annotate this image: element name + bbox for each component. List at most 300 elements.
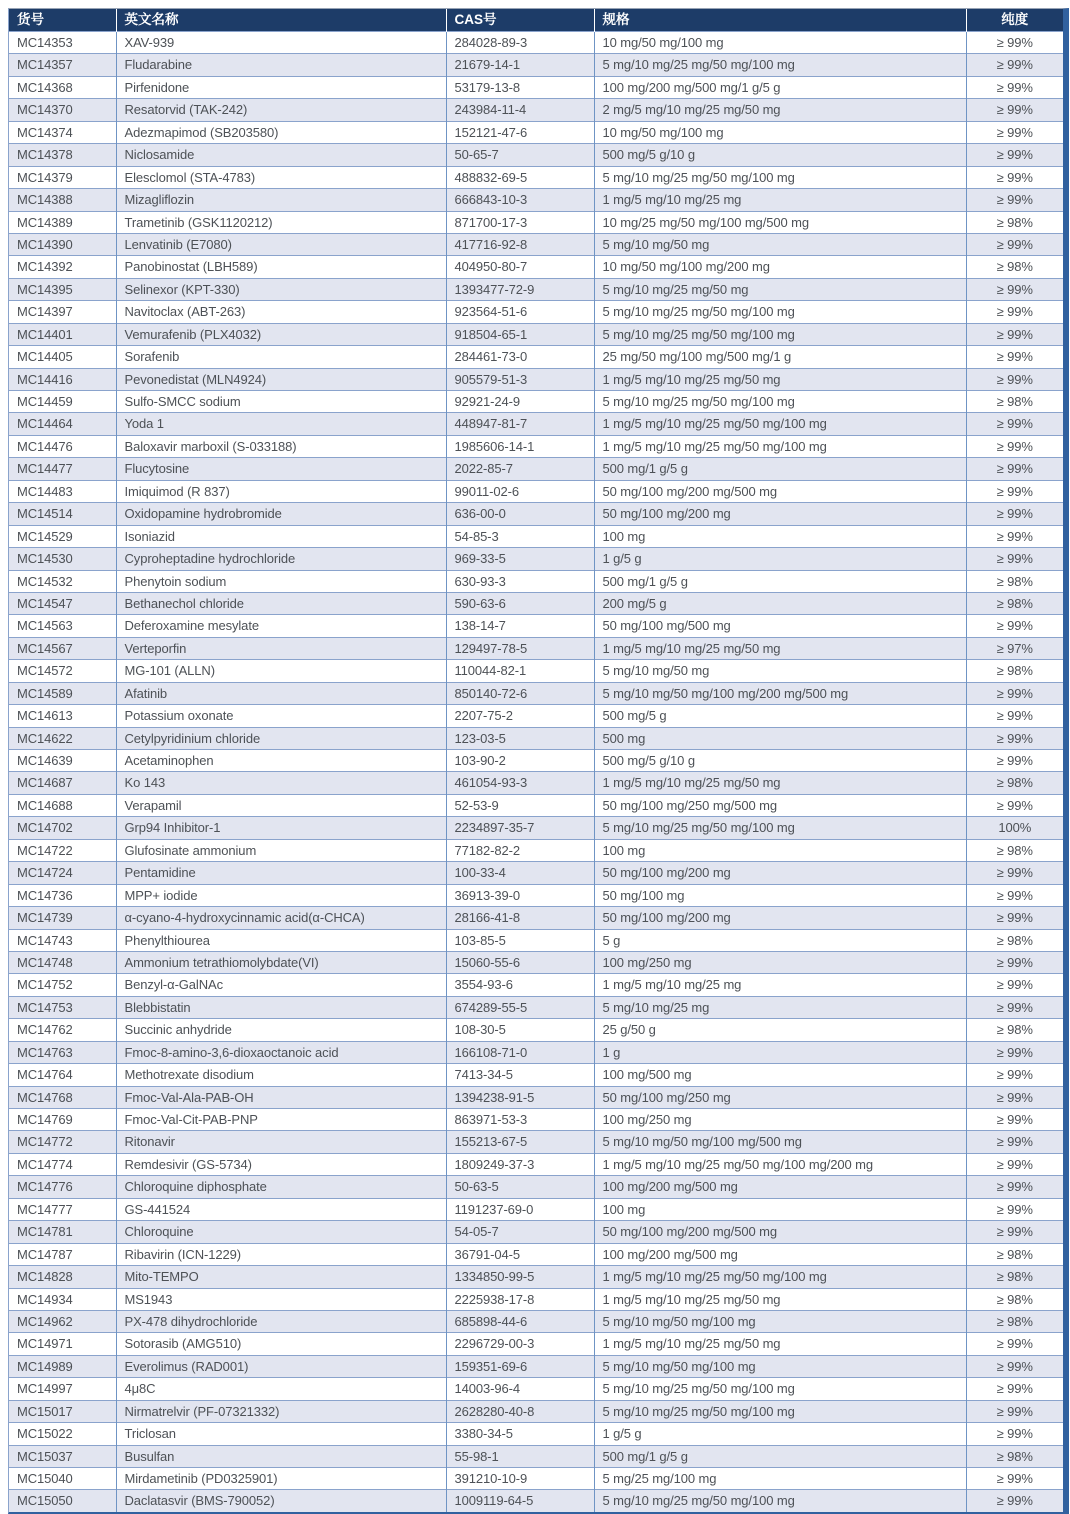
cell-item-no: MC14722 [9, 839, 116, 861]
cell-item-no: MC14405 [9, 346, 116, 368]
cell-spec: 10 mg/25 mg/50 mg/100 mg/500 mg [594, 211, 966, 233]
cell-english-name: Cyproheptadine hydrochloride [116, 548, 446, 570]
cell-purity: ≥ 99% [966, 1355, 1063, 1377]
cell-spec: 5 mg/10 mg/25 mg [594, 996, 966, 1018]
cell-english-name: Fludarabine [116, 54, 446, 76]
cell-item-no: MC14353 [9, 32, 116, 54]
cell-spec: 50 mg/100 mg/500 mg [594, 615, 966, 637]
cell-item-no: MC14589 [9, 682, 116, 704]
cell-purity: ≥ 98% [966, 1243, 1063, 1265]
cell-spec: 5 mg/10 mg/25 mg/50 mg/100 mg [594, 391, 966, 413]
cell-purity: ≥ 99% [966, 458, 1063, 480]
table-row [9, 1355, 1063, 1377]
cell-item-no: MC14776 [9, 1176, 116, 1198]
cell-spec: 100 mg [594, 839, 966, 861]
table-row [9, 1490, 1063, 1512]
table-row [9, 54, 1063, 76]
cell-english-name: Pevonedistat (MLN4924) [116, 368, 446, 390]
cell-spec: 10 mg/50 mg/100 mg [594, 32, 966, 54]
cell-english-name: Blebbistatin [116, 996, 446, 1018]
cell-purity: ≥ 99% [966, 1064, 1063, 1086]
cell-spec: 5 mg/10 mg/25 mg/50 mg/100 mg [594, 301, 966, 323]
cell-cas-no: 1009119-64-5 [446, 1490, 594, 1512]
table-row [9, 144, 1063, 166]
cell-english-name: Niclosamide [116, 144, 446, 166]
cell-purity: ≥ 98% [966, 1019, 1063, 1041]
cell-item-no: MC14828 [9, 1266, 116, 1288]
cell-item-no: MC14530 [9, 548, 116, 570]
cell-spec: 50 mg/100 mg/250 mg [594, 1086, 966, 1108]
cell-cas-no: 404950-80-7 [446, 256, 594, 278]
cell-english-name: Yoda 1 [116, 413, 446, 435]
cell-spec: 5 mg/10 mg/25 mg/50 mg/100 mg [594, 817, 966, 839]
cell-item-no: MC14688 [9, 794, 116, 816]
cell-purity: ≥ 99% [966, 121, 1063, 143]
cell-purity: ≥ 99% [966, 323, 1063, 345]
cell-item-no: MC15050 [9, 1490, 116, 1512]
cell-item-no: MC14477 [9, 458, 116, 480]
table-row [9, 929, 1063, 951]
cell-english-name: Verteporfin [116, 637, 446, 659]
cell-spec: 1 g/5 g [594, 548, 966, 570]
cell-item-no: MC15017 [9, 1400, 116, 1422]
table-row [9, 660, 1063, 682]
table-row [9, 301, 1063, 323]
cell-cas-no: 1393477-72-9 [446, 278, 594, 300]
cell-item-no: MC14572 [9, 660, 116, 682]
cell-spec: 50 mg/100 mg/200 mg [594, 907, 966, 929]
table-row [9, 503, 1063, 525]
cell-item-no: MC14459 [9, 391, 116, 413]
cell-purity: ≥ 98% [966, 1310, 1063, 1332]
cell-spec: 5 mg/10 mg/50 mg/100 mg/500 mg [594, 1131, 966, 1153]
cell-purity: ≥ 99% [966, 884, 1063, 906]
cell-cas-no: 108-30-5 [446, 1019, 594, 1041]
cell-purity: ≥ 99% [966, 750, 1063, 772]
cell-english-name: MS1943 [116, 1288, 446, 1310]
cell-purity: ≥ 99% [966, 727, 1063, 749]
cell-item-no: MC15037 [9, 1445, 116, 1467]
cell-english-name: Everolimus (RAD001) [116, 1355, 446, 1377]
cell-cas-no: 674289-55-5 [446, 996, 594, 1018]
cell-cas-no: 110044-82-1 [446, 660, 594, 682]
table-row [9, 862, 1063, 884]
cell-spec: 2 mg/5 mg/10 mg/25 mg/50 mg [594, 99, 966, 121]
cell-english-name: Navitoclax (ABT-263) [116, 301, 446, 323]
cell-cas-no: 923564-51-6 [446, 301, 594, 323]
cell-purity: ≥ 99% [966, 996, 1063, 1018]
table-row [9, 323, 1063, 345]
cell-english-name: Elesclomol (STA-4783) [116, 166, 446, 188]
cell-purity: ≥ 99% [966, 1468, 1063, 1490]
cell-spec: 5 g [594, 929, 966, 951]
cell-item-no: MC14567 [9, 637, 116, 659]
cell-purity: ≥ 98% [966, 391, 1063, 413]
cell-cas-no: 52-53-9 [446, 794, 594, 816]
cell-cas-no: 21679-14-1 [446, 54, 594, 76]
cell-purity: ≥ 98% [966, 1445, 1063, 1467]
cell-spec: 1 mg/5 mg/10 mg/25 mg/50 mg [594, 368, 966, 390]
cell-spec: 10 mg/50 mg/100 mg/200 mg [594, 256, 966, 278]
cell-purity: ≥ 99% [966, 705, 1063, 727]
cell-cas-no: 92921-24-9 [446, 391, 594, 413]
cell-english-name: Mito-TEMPO [116, 1266, 446, 1288]
cell-spec: 1 g [594, 1041, 966, 1063]
cell-english-name: Flucytosine [116, 458, 446, 480]
cell-purity: ≥ 99% [966, 615, 1063, 637]
cell-english-name: Daclatasvir (BMS-790052) [116, 1490, 446, 1512]
cell-spec: 100 mg [594, 1198, 966, 1220]
cell-cas-no: 50-63-5 [446, 1176, 594, 1198]
cell-purity: ≥ 99% [966, 413, 1063, 435]
column-header-english-name: 英文名称 [116, 9, 446, 32]
table-row [9, 1086, 1063, 1108]
cell-cas-no: 666843-10-3 [446, 189, 594, 211]
cell-spec: 100 mg/250 mg [594, 951, 966, 973]
cell-spec: 5 mg/10 mg/50 mg/100 mg/200 mg/500 mg [594, 682, 966, 704]
cell-item-no: MC14753 [9, 996, 116, 1018]
cell-english-name: Potassium oxonate [116, 705, 446, 727]
cell-spec: 500 mg/5 g/10 g [594, 144, 966, 166]
cell-purity: ≥ 99% [966, 32, 1063, 54]
cell-cas-no: 28166-41-8 [446, 907, 594, 929]
cell-purity: ≥ 99% [966, 1041, 1063, 1063]
cell-english-name: Selinexor (KPT-330) [116, 278, 446, 300]
cell-english-name: Phenytoin sodium [116, 570, 446, 592]
header-row [9, 9, 1063, 32]
cell-item-no: MC14370 [9, 99, 116, 121]
cell-cas-no: 417716-92-8 [446, 233, 594, 255]
cell-english-name: Ko 143 [116, 772, 446, 794]
cell-purity: ≥ 99% [966, 368, 1063, 390]
cell-cas-no: 590-63-6 [446, 592, 594, 614]
cell-cas-no: 2628280-40-8 [446, 1400, 594, 1422]
cell-item-no: MC14748 [9, 951, 116, 973]
table-row [9, 637, 1063, 659]
cell-cas-no: 969-33-5 [446, 548, 594, 570]
cell-cas-no: 905579-51-3 [446, 368, 594, 390]
cell-cas-no: 461054-93-3 [446, 772, 594, 794]
cell-english-name: Ribavirin (ICN-1229) [116, 1243, 446, 1265]
cell-cas-no: 284028-89-3 [446, 32, 594, 54]
cell-item-no: MC14639 [9, 750, 116, 772]
cell-purity: ≥ 99% [966, 144, 1063, 166]
cell-english-name: Succinic anhydride [116, 1019, 446, 1041]
cell-item-no: MC14379 [9, 166, 116, 188]
cell-cas-no: 2225938-17-8 [446, 1288, 594, 1310]
cell-item-no: MC14934 [9, 1288, 116, 1310]
cell-item-no: MC14416 [9, 368, 116, 390]
cell-cas-no: 636-00-0 [446, 503, 594, 525]
cell-english-name: Oxidopamine hydrobromide [116, 503, 446, 525]
cell-item-no: MC14702 [9, 817, 116, 839]
cell-spec: 1 mg/5 mg/10 mg/25 mg/50 mg [594, 772, 966, 794]
cell-english-name: Ammonium tetrathiomolybdate(VI) [116, 951, 446, 973]
table-row [9, 391, 1063, 413]
cell-spec: 100 mg/200 mg/500 mg/1 g/5 g [594, 76, 966, 98]
cell-cas-no: 55-98-1 [446, 1445, 594, 1467]
table-body [9, 32, 1063, 1512]
cell-cas-no: 54-85-3 [446, 525, 594, 547]
product-catalog-table [9, 9, 1063, 1512]
cell-spec: 100 mg/250 mg [594, 1109, 966, 1131]
table-row [9, 996, 1063, 1018]
table-row [9, 1176, 1063, 1198]
cell-spec: 1 mg/5 mg/10 mg/25 mg/50 mg [594, 637, 966, 659]
cell-purity: ≥ 99% [966, 862, 1063, 884]
cell-english-name: Trametinib (GSK1120212) [116, 211, 446, 233]
table-row [9, 750, 1063, 772]
cell-spec: 100 mg/500 mg [594, 1064, 966, 1086]
cell-spec: 50 mg/100 mg/200 mg/500 mg [594, 1221, 966, 1243]
cell-purity: ≥ 99% [966, 1109, 1063, 1131]
product-table-container [8, 8, 1069, 1514]
cell-spec: 1 mg/5 mg/10 mg/25 mg/50 mg/100 mg [594, 1266, 966, 1288]
cell-item-no: MC14762 [9, 1019, 116, 1041]
cell-item-no: MC14388 [9, 189, 116, 211]
table-row [9, 121, 1063, 143]
cell-english-name: Nirmatrelvir (PF-07321332) [116, 1400, 446, 1422]
table-row [9, 278, 1063, 300]
cell-spec: 500 mg/5 g/10 g [594, 750, 966, 772]
cell-spec: 100 mg/200 mg/500 mg [594, 1243, 966, 1265]
cell-english-name: Busulfan [116, 1445, 446, 1467]
cell-spec: 5 mg/10 mg/50 mg/100 mg [594, 1310, 966, 1332]
cell-cas-no: 2207-75-2 [446, 705, 594, 727]
cell-item-no: MC14687 [9, 772, 116, 794]
cell-item-no: MC14962 [9, 1310, 116, 1332]
cell-cas-no: 7413-34-5 [446, 1064, 594, 1086]
table-row [9, 480, 1063, 502]
cell-spec: 50 mg/100 mg/200 mg [594, 503, 966, 525]
cell-cas-no: 138-14-7 [446, 615, 594, 637]
cell-purity: ≥ 99% [966, 166, 1063, 188]
table-row [9, 884, 1063, 906]
table-row [9, 705, 1063, 727]
table-row [9, 1423, 1063, 1445]
cell-spec: 50 mg/100 mg/200 mg/500 mg [594, 480, 966, 502]
table-row [9, 1221, 1063, 1243]
cell-purity: ≥ 99% [966, 1400, 1063, 1422]
cell-spec: 5 mg/10 mg/50 mg/100 mg [594, 1355, 966, 1377]
cell-spec: 1 mg/5 mg/10 mg/25 mg/50 mg [594, 1288, 966, 1310]
cell-english-name: Chloroquine diphosphate [116, 1176, 446, 1198]
cell-english-name: Isoniazid [116, 525, 446, 547]
table-row [9, 346, 1063, 368]
cell-purity: ≥ 98% [966, 839, 1063, 861]
cell-spec: 10 mg/50 mg/100 mg [594, 121, 966, 143]
table-row [9, 189, 1063, 211]
cell-english-name: Resatorvid (TAK-242) [116, 99, 446, 121]
cell-purity: ≥ 98% [966, 256, 1063, 278]
cell-item-no: MC14483 [9, 480, 116, 502]
cell-item-no: MC14392 [9, 256, 116, 278]
cell-english-name: Grp94 Inhibitor-1 [116, 817, 446, 839]
table-row [9, 1131, 1063, 1153]
cell-cas-no: 15060-55-6 [446, 951, 594, 973]
cell-item-no: MC15022 [9, 1423, 116, 1445]
cell-purity: ≥ 99% [966, 435, 1063, 457]
table-row [9, 1310, 1063, 1332]
cell-item-no: MC14389 [9, 211, 116, 233]
cell-cas-no: 14003-96-4 [446, 1378, 594, 1400]
table-row [9, 794, 1063, 816]
cell-item-no: MC14390 [9, 233, 116, 255]
cell-purity: ≥ 99% [966, 1176, 1063, 1198]
cell-spec: 50 mg/100 mg [594, 884, 966, 906]
cell-purity: ≥ 98% [966, 211, 1063, 233]
cell-spec: 100 mg/200 mg/500 mg [594, 1176, 966, 1198]
cell-item-no: MC14769 [9, 1109, 116, 1131]
cell-english-name: Lenvatinib (E7080) [116, 233, 446, 255]
table-row [9, 1288, 1063, 1310]
cell-purity: ≥ 99% [966, 503, 1063, 525]
cell-purity: ≥ 99% [966, 189, 1063, 211]
cell-purity: ≥ 99% [966, 525, 1063, 547]
cell-cas-no: 1191237-69-0 [446, 1198, 594, 1220]
cell-item-no: MC14622 [9, 727, 116, 749]
cell-cas-no: 1985606-14-1 [446, 435, 594, 457]
cell-item-no: MC14736 [9, 884, 116, 906]
cell-cas-no: 1809249-37-3 [446, 1153, 594, 1175]
cell-english-name: Bethanechol chloride [116, 592, 446, 614]
cell-spec: 500 mg [594, 727, 966, 749]
cell-cas-no: 2022-85-7 [446, 458, 594, 480]
cell-english-name: Fmoc-Val-Cit-PAB-PNP [116, 1109, 446, 1131]
table-row [9, 951, 1063, 973]
cell-purity: ≥ 99% [966, 278, 1063, 300]
cell-english-name: Sorafenib [116, 346, 446, 368]
cell-spec: 25 g/50 g [594, 1019, 966, 1041]
cell-item-no: MC14787 [9, 1243, 116, 1265]
cell-cas-no: 152121-47-6 [446, 121, 594, 143]
cell-item-no: MC14357 [9, 54, 116, 76]
cell-spec: 500 mg/1 g/5 g [594, 1445, 966, 1467]
cell-cas-no: 123-03-5 [446, 727, 594, 749]
cell-english-name: Deferoxamine mesylate [116, 615, 446, 637]
cell-spec: 1 g/5 g [594, 1423, 966, 1445]
cell-item-no: MC15040 [9, 1468, 116, 1490]
cell-purity: ≥ 99% [966, 1423, 1063, 1445]
cell-spec: 5 mg/10 mg/25 mg/50 mg/100 mg [594, 1378, 966, 1400]
cell-english-name: MPP+ iodide [116, 884, 446, 906]
table-row [9, 368, 1063, 390]
cell-item-no: MC14743 [9, 929, 116, 951]
cell-item-no: MC14777 [9, 1198, 116, 1220]
cell-item-no: MC14971 [9, 1333, 116, 1355]
cell-cas-no: 3554-93-6 [446, 974, 594, 996]
cell-english-name: PX-478 dihydrochloride [116, 1310, 446, 1332]
table-row [9, 76, 1063, 98]
table-row [9, 1041, 1063, 1063]
table-row [9, 233, 1063, 255]
table-row [9, 1266, 1063, 1288]
cell-item-no: MC14997 [9, 1378, 116, 1400]
table-row [9, 1243, 1063, 1265]
cell-english-name: Verapamil [116, 794, 446, 816]
table-row [9, 256, 1063, 278]
cell-item-no: MC14532 [9, 570, 116, 592]
cell-english-name: Fmoc-8-amino-3,6-dioxaoctanoic acid [116, 1041, 446, 1063]
table-row [9, 458, 1063, 480]
cell-english-name: GS-441524 [116, 1198, 446, 1220]
cell-item-no: MC14476 [9, 435, 116, 457]
cell-spec: 500 mg/1 g/5 g [594, 458, 966, 480]
table-row [9, 1064, 1063, 1086]
table-row [9, 682, 1063, 704]
cell-english-name: Sulfo-SMCC sodium [116, 391, 446, 413]
cell-cas-no: 448947-81-7 [446, 413, 594, 435]
cell-item-no: MC14724 [9, 862, 116, 884]
cell-spec: 50 mg/100 mg/250 mg/500 mg [594, 794, 966, 816]
cell-cas-no: 630-93-3 [446, 570, 594, 592]
cell-english-name: Fmoc-Val-Ala-PAB-OH [116, 1086, 446, 1108]
table-row [9, 1198, 1063, 1220]
cell-purity: ≥ 98% [966, 1266, 1063, 1288]
cell-cas-no: 391210-10-9 [446, 1468, 594, 1490]
table-row [9, 211, 1063, 233]
cell-english-name: MG-101 (ALLN) [116, 660, 446, 682]
cell-cas-no: 243984-11-4 [446, 99, 594, 121]
cell-cas-no: 99011-02-6 [446, 480, 594, 502]
cell-purity: ≥ 99% [966, 974, 1063, 996]
cell-cas-no: 871700-17-3 [446, 211, 594, 233]
cell-cas-no: 100-33-4 [446, 862, 594, 884]
cell-spec: 1 mg/5 mg/10 mg/25 mg/50 mg [594, 1333, 966, 1355]
cell-purity: ≥ 99% [966, 54, 1063, 76]
cell-purity: ≥ 97% [966, 637, 1063, 659]
cell-cas-no: 284461-73-0 [446, 346, 594, 368]
cell-spec: 1 mg/5 mg/10 mg/25 mg/50 mg/100 mg/200 mg [594, 1153, 966, 1175]
cell-purity: 100% [966, 817, 1063, 839]
cell-cas-no: 53179-13-8 [446, 76, 594, 98]
cell-cas-no: 166108-71-0 [446, 1041, 594, 1063]
cell-spec: 1 mg/5 mg/10 mg/25 mg/50 mg/100 mg [594, 435, 966, 457]
cell-item-no: MC14781 [9, 1221, 116, 1243]
column-header-item-no: 货号 [9, 9, 116, 32]
cell-english-name: Acetaminophen [116, 750, 446, 772]
cell-cas-no: 50-65-7 [446, 144, 594, 166]
table-row [9, 1400, 1063, 1422]
table-row [9, 32, 1063, 54]
cell-english-name: Baloxavir marboxil (S-033188) [116, 435, 446, 457]
table-row [9, 1468, 1063, 1490]
cell-item-no: MC14397 [9, 301, 116, 323]
cell-item-no: MC14514 [9, 503, 116, 525]
cell-spec: 5 mg/25 mg/100 mg [594, 1468, 966, 1490]
cell-english-name: Mirdametinib (PD0325901) [116, 1468, 446, 1490]
table-row [9, 907, 1063, 929]
cell-cas-no: 488832-69-5 [446, 166, 594, 188]
cell-english-name: Sotorasib (AMG510) [116, 1333, 446, 1355]
cell-purity: ≥ 99% [966, 1153, 1063, 1175]
cell-item-no: MC14739 [9, 907, 116, 929]
cell-english-name: Panobinostat (LBH589) [116, 256, 446, 278]
cell-item-no: MC14774 [9, 1153, 116, 1175]
cell-purity: ≥ 99% [966, 1378, 1063, 1400]
table-row [9, 413, 1063, 435]
cell-item-no: MC14464 [9, 413, 116, 435]
column-header-cas-no: CAS号 [446, 9, 594, 32]
cell-item-no: MC14374 [9, 121, 116, 143]
table-row [9, 1445, 1063, 1467]
cell-spec: 500 mg/5 g [594, 705, 966, 727]
cell-english-name: Cetylpyridinium chloride [116, 727, 446, 749]
cell-cas-no: 103-85-5 [446, 929, 594, 951]
cell-cas-no: 3380-34-5 [446, 1423, 594, 1445]
cell-english-name: α-cyano-4-hydroxycinnamic acid(α-CHCA) [116, 907, 446, 929]
cell-english-name: Remdesivir (GS-5734) [116, 1153, 446, 1175]
